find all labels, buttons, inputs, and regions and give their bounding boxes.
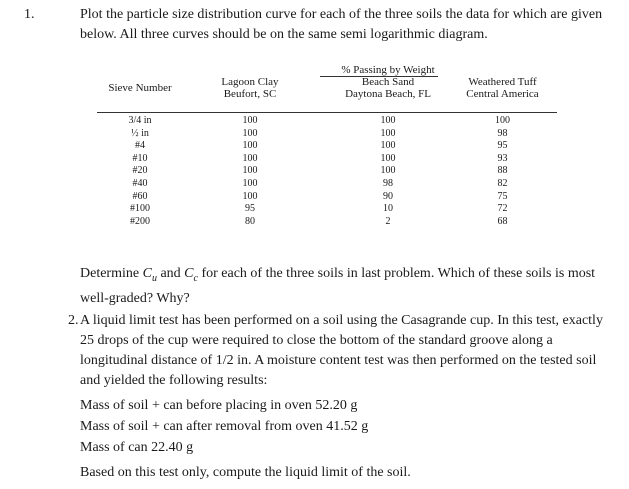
table-cell-r7-c2: 10 (383, 203, 393, 215)
column-header-1-line-1: Beufort, SC (223, 88, 277, 100)
question-2-final: Based on this test only, compute the liquid limit of the soil. (80, 465, 411, 480)
table-cell-r6-c3: 75 (497, 190, 508, 202)
column-header-0-line-0: Sieve Number (108, 82, 172, 94)
table-cell-r7-c1: 95 (245, 203, 255, 215)
question-1-prompt: Plot the particle size distribution curve for each of the three soils the data for which are given below. All three curves should be on the same semi logarithmic diagram. (80, 7, 603, 42)
table-cell-r6-c1: 100 (242, 190, 258, 202)
table-cell-r5-c3: 82 (497, 178, 508, 189)
table-cell-r0-c3: 100 (495, 115, 510, 126)
table-cell-r5-c2: 98 (383, 178, 393, 189)
table-cell-r5-c0: #40 (132, 178, 148, 189)
table-cell-r6-c0: #60 (132, 190, 148, 202)
table-cell-r6-c2: 90 (383, 190, 393, 202)
mass-of-can: Mass of can 22.40 g (80, 440, 194, 455)
percent-passing-header: % Passing by Weight (341, 64, 435, 76)
table-cell-r4-c3: 88 (497, 165, 508, 177)
table-cell-r1-c3: 98 (497, 127, 508, 139)
table-cell-r3-c0: #10 (132, 152, 148, 164)
table-cell-r0-c2: 100 (380, 115, 396, 126)
table-cell-r3-c3: 93 (497, 152, 508, 164)
column-header-2-line-1: Daytona Beach, FL (345, 88, 431, 100)
table-cell-r4-c1: 100 (242, 165, 258, 177)
table-cell-r8-c1: 80 (245, 215, 255, 227)
mass-soil-can-after: Mass of soil + can after removal from oven 41.52 g (80, 419, 369, 434)
column-header-1-line-0: Lagoon Clay (221, 76, 279, 88)
table-cell-r5-c1: 100 (242, 178, 258, 189)
table-cell-r1-c1: 100 (242, 127, 258, 139)
table-cell-r0-c0: 3/4 in (128, 115, 152, 126)
table-cell-r4-c2: 100 (380, 165, 396, 177)
question-1-number: 1. (24, 7, 35, 22)
question-2-number: 2. (68, 313, 79, 328)
column-header-3-line-0: Weathered Tuff (468, 76, 537, 88)
table-cell-r1-c2: 100 (380, 127, 396, 139)
table-cell-r8-c3: 68 (497, 215, 508, 227)
question-2-prompt: A liquid limit test has been performed on a soil using the Casagrande cup. In this test, exactly 25 drops of the cup were required to close the bottom of the standard groove along a longitudinal distance of 1/2 in. A moisture content test was then performed on the tested soil and yielded the following results: (80, 313, 603, 388)
table-cell-r2-c0: #4 (135, 140, 145, 152)
mass-soil-can-before: Mass of soil + can before placing in oven 52.20 g (80, 398, 358, 413)
table-cell-r0-c1: 100 (242, 115, 258, 126)
column-header-3-line-1: Central America (466, 88, 539, 100)
table-cell-r4-c0: #20 (132, 165, 148, 177)
column-header-2-line-0: Beach Sand (361, 76, 415, 88)
question-1-followup: Determine $C_u$ and $C_c$ for each of the three soils in last problem. Which of these soils is most well-graded? Why? (80, 266, 596, 306)
table-cell-r8-c2: 2 (385, 215, 391, 227)
table-cell-r7-c0: #100 (130, 203, 150, 215)
header-rule (97, 112, 557, 113)
table-cell-r2-c1: 100 (242, 140, 258, 152)
table-cell-r3-c1: 100 (242, 152, 258, 164)
table-cell-r2-c2: 100 (380, 140, 396, 152)
table-cell-r8-c0: #200 (130, 215, 150, 227)
table-cell-r3-c2: 100 (380, 152, 396, 164)
table-cell-r7-c3: 72 (497, 203, 508, 215)
table-cell-r1-c0: ½ in (131, 127, 149, 139)
table-cell-r2-c3: 95 (497, 140, 508, 152)
